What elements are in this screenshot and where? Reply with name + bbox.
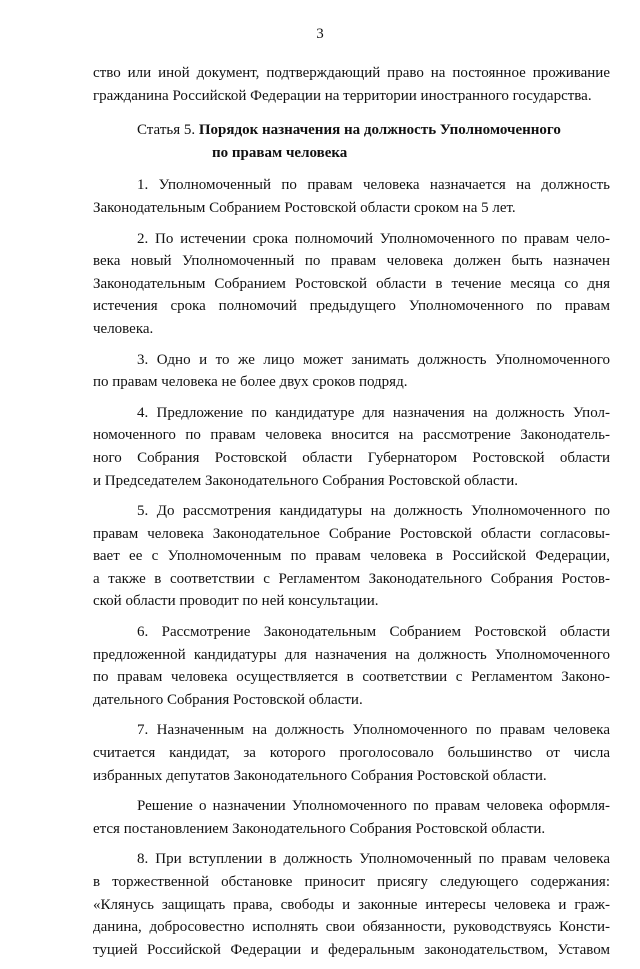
text-line: Решение о назначении Уполномоченного по правам человека оформля- bbox=[137, 798, 610, 815]
paragraph-6 bbox=[93, 621, 610, 711]
intro-line: гражданина Российской Федерации на территории иностранного государства. bbox=[93, 87, 592, 104]
text-line: туцией Российской Федерации и федеральным законодательством, Уставом bbox=[93, 941, 610, 958]
article-heading bbox=[93, 119, 610, 164]
paragraph-3 bbox=[93, 349, 610, 394]
intro-line: ство или иной документ, подтверждающий право на постоянное проживание bbox=[93, 65, 610, 81]
text-line: ного Собрания Ростовской области Губернатором Ростовской области bbox=[93, 449, 610, 466]
text-line: человека. bbox=[93, 320, 154, 337]
text-line: правам человека Законодательное Собрание Ростовской области согласовы- bbox=[93, 525, 610, 542]
text-line: ской области проводит по ней консультации. bbox=[93, 593, 379, 610]
text-line: по правам человека не более двух сроков подряд. bbox=[93, 374, 408, 391]
text-line: считается кандидат, за которого проголосовало большинство от числа bbox=[93, 745, 610, 762]
text-line: 3. Одно и то же лицо может занимать должность Уполномоченного bbox=[137, 351, 610, 368]
text-line: и Председателем Законодательного Собрания Ростовской области. bbox=[93, 472, 518, 489]
text-line: номоченного по правам человека вносится на рассмотрение Законодатель- bbox=[93, 427, 610, 444]
text-line: истечения срока полномочий предыдущего Уполномоченного по правам bbox=[93, 298, 610, 315]
text-line: 8. При вступлении в должность Уполномоченный по правам человека bbox=[137, 851, 610, 868]
paragraph-2 bbox=[93, 228, 610, 341]
text-line: 6. Рассмотрение Законодательным Собранием Ростовской области bbox=[137, 624, 610, 641]
text-line: века новый Уполномоченный по правам человека должен быть назначен bbox=[93, 253, 610, 270]
paragraph-5 bbox=[93, 500, 610, 613]
text-line: 5. До рассмотрения кандидатуры на должность Уполномоченного по bbox=[137, 503, 610, 520]
text-line: по правам человека осуществляется в соответствии с Регламентом Законо- bbox=[93, 669, 610, 686]
text-line: «Клянусь защищать права, свободы и законные интересы человека и граж- bbox=[93, 896, 610, 913]
text-line: 7. Назначенным на должность Уполномоченного по правам человека bbox=[137, 722, 610, 739]
intro-paragraph bbox=[93, 62, 610, 107]
text-line: Законодательным Собранием Ростовской области сроком на 5 лет. bbox=[93, 199, 516, 216]
article-heading-line bbox=[137, 119, 610, 142]
text-line: 2. По истечении срока полномочий Уполномоченного по правам чело- bbox=[137, 230, 610, 247]
text-line: избранных депутатов Законодательного Собрания Ростовской области. bbox=[93, 767, 547, 784]
text-line: 1. Уполномоченный по правам человека назначается на должность bbox=[137, 177, 610, 194]
paragraph-7 bbox=[93, 719, 610, 787]
text-line: 4. Предложение по кандидатуре для назначения на должность Упол- bbox=[137, 404, 610, 421]
page-number: 3 bbox=[316, 26, 324, 42]
article-title: Порядок назначения на должность Уполномоченного bbox=[198, 122, 561, 139]
text-line: в торжественной обстановке приносит присягу следующего содержания: bbox=[93, 874, 610, 890]
text-line: вает ее с Уполномоченным по правам человека в Российской Федерации, bbox=[93, 548, 610, 565]
text-line: данина, добросовестно исполнять свои обязанности, руководствуясь Консти- bbox=[93, 919, 610, 936]
article-title-continuation: по правам человека bbox=[212, 144, 348, 161]
paragraph-7-decision bbox=[93, 795, 610, 840]
text-line: дательного Собрания Ростовской области. bbox=[93, 691, 363, 708]
text-line: Законодательным Собранием Ростовской области в течение месяца со дня bbox=[93, 275, 610, 292]
text-line: предложенной кандидатуры для назначения на должность Уполномоченного bbox=[93, 646, 610, 663]
paragraph-1 bbox=[93, 174, 610, 219]
text-line: ется постановлением Законодательного Собрания Ростовской области. bbox=[93, 820, 546, 837]
paragraph-4 bbox=[93, 402, 610, 492]
document-body bbox=[93, 62, 610, 969]
article-label: Статья 5. bbox=[137, 122, 196, 139]
text-line: а также в соответствии с Регламентом Законодательного Собрания Ростов- bbox=[93, 570, 610, 587]
